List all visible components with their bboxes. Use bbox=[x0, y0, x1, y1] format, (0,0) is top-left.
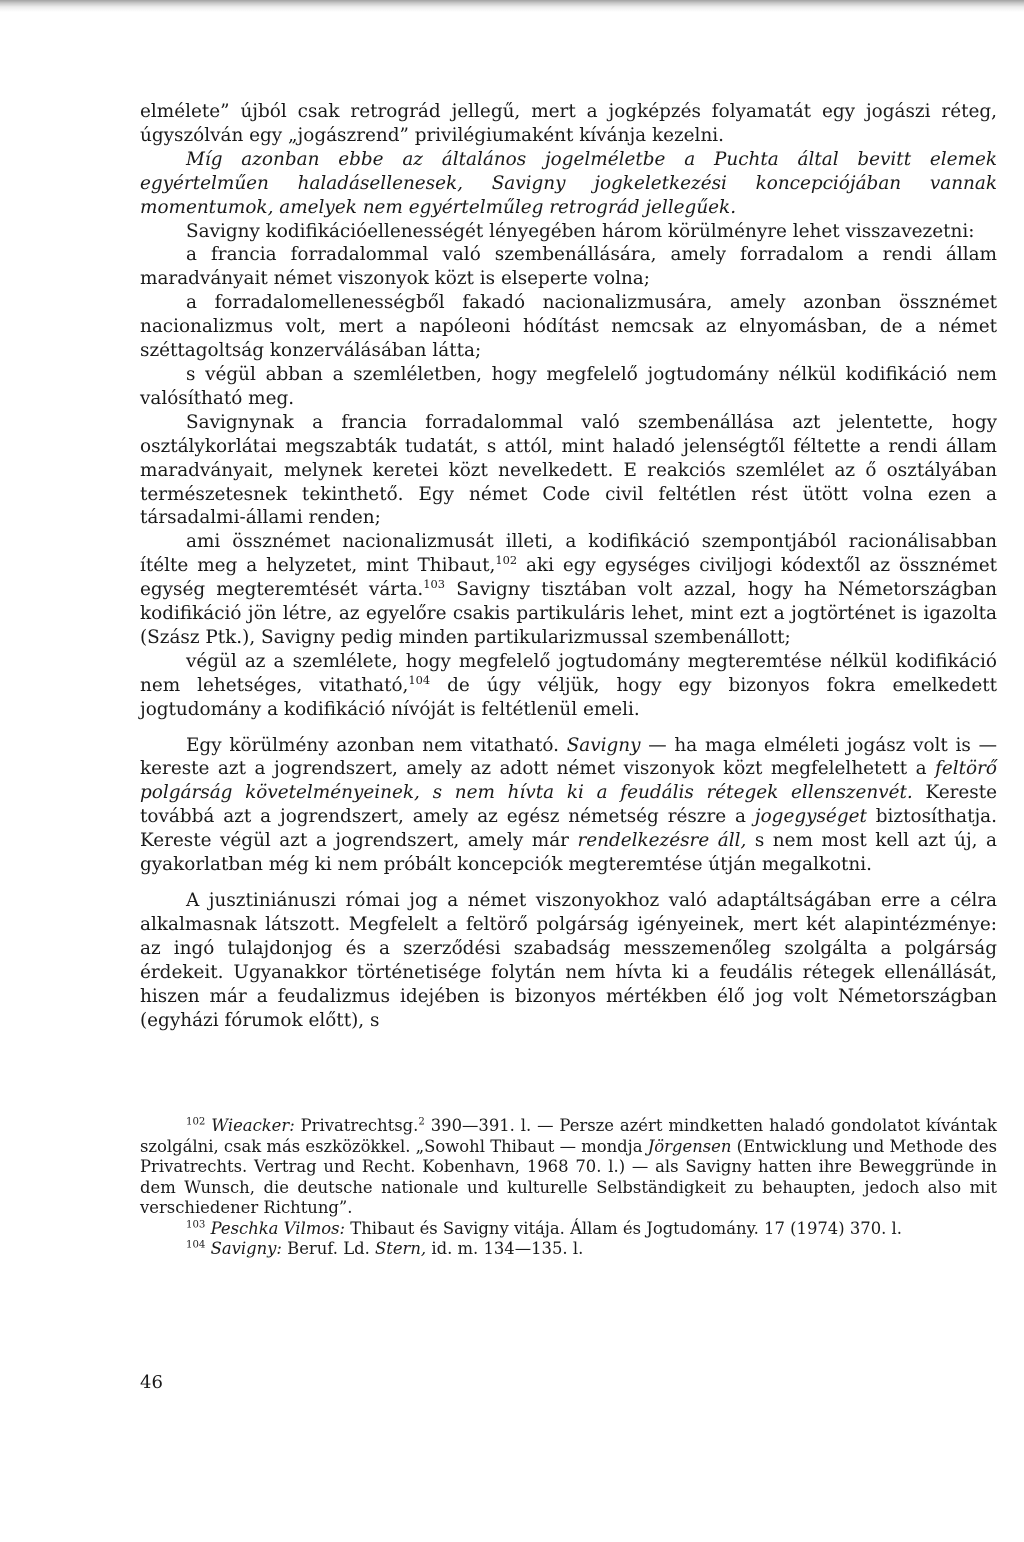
main-text bbox=[140, 100, 997, 1032]
footnote-102-part-b: 390—391. l. — Persze azért mindketten haladó gondolatot kívántak szolgálni, csak más eszközökkel. „Sowohl Thibaut — mondja bbox=[140, 1116, 997, 1156]
footnote-104-number: 104 bbox=[186, 1239, 206, 1251]
footnote-ref-104[interactable]: 104 bbox=[408, 672, 431, 687]
paragraph-9 bbox=[140, 650, 997, 722]
paragraph-10-emphasis-1: feltörő polgárság követelményeinek, s nem hívta ki a feudális rétegek ellenszenvét. bbox=[140, 758, 997, 804]
paragraph-10-part-a: Egy körülmény azonban nem vitatható. bbox=[186, 734, 567, 756]
footnote-102-number: 102 bbox=[186, 1116, 206, 1128]
footnote-102-part-a: Privatrechtsg. bbox=[294, 1116, 419, 1135]
footnote-102-part-c: (Entwicklung und Methode des Privatrechts. Vertrag und Recht. Kobenhavn, 1968 70. l.) — als Savigny hatten ihre Beweggründe in dem Wunsch, die deutsche nationale und kulturelle Selbständigkeit zu behaupten, jedoch also mit verschiedener Richtung”. bbox=[140, 1136, 997, 1217]
scan-edge-shadow bbox=[0, 0, 1024, 12]
footnote-104-part-a: Beruf. Ld. bbox=[281, 1239, 375, 1258]
paragraph-10-part-c: Kereste továbbá azt a jogrendszert, amely az egész németség részre a bbox=[140, 782, 997, 828]
footnote-102 bbox=[140, 1116, 997, 1219]
footnote-ref-103[interactable]: 103 bbox=[423, 577, 446, 591]
paragraph-3: Savigny kodifikációellenességét lényegében három körülményre lehet visszavezetni: bbox=[186, 220, 975, 242]
footnote-102-author-2: Jörgensen bbox=[647, 1136, 732, 1156]
paragraph-11: A jusztiniánuszi római jog a német viszonyokhoz való adaptáltságában erre a célra alkalmasnak látszott. Megfelelt a feltörő polgárság igényeinek, mert két alapintézménye: az ingó tulajdonjog és a szerződési szabadság messzemenőleg szolgálta a polgárság érdekeit. Ugyanakkor történetisége folytán nem hívta ki a feudális rétegek ellenállását, hiszen már a feudalizmus idejében is bizonyos mértékben élő jog volt Németországban (egyházi fórumok előtt), s bbox=[140, 890, 997, 1031]
footnote-102-edition: 2 bbox=[418, 1116, 425, 1128]
paragraph-8-part-b: aki egy egységes civiljogi kódextől az össznémet egység megteremtését várta. bbox=[140, 555, 997, 601]
footnote-104-author: Savigny: bbox=[210, 1239, 282, 1258]
paragraph-8-part-a: ami össznémet nacionalizmusát illeti, a kodifikáció szempontjából racionálisabban ítélte meg a helyzetet, mint Thibaut, bbox=[140, 531, 997, 577]
footnote-103 bbox=[140, 1219, 997, 1240]
document-page bbox=[140, 100, 997, 1520]
footnotes bbox=[140, 1116, 997, 1260]
paragraph-9-part-a: végül az a szemlélete, hogy megfelelő jogtudomány megteremtése nélkül kodifikáció nem lehetséges, vitatható, bbox=[140, 650, 997, 696]
footnote-103-author: Peschka Vilmos: bbox=[210, 1218, 346, 1238]
footnote-103-number: 103 bbox=[186, 1219, 206, 1231]
paragraph-4: a francia forradalommal való szembenállására, amely forradalom a rendi állam maradványait német viszonyok közt is elseperte volna; bbox=[140, 244, 997, 290]
paragraph-10-emphasis-2: jogegységet bbox=[754, 806, 867, 828]
paragraph-10-emphasis-3: rendelkezésre áll, bbox=[577, 830, 747, 852]
paragraph-10-part-e: s nem most kell azt új, a gyakorlatban még ki nem próbált koncepciók megteremtése útján megalkotni. bbox=[140, 830, 997, 876]
footnote-103-text: Thibaut és Savigny vitája. Állam és Jogtudomány. 17 (1974) 370. l. bbox=[345, 1218, 902, 1238]
footnote-104 bbox=[140, 1239, 997, 1260]
paragraph-10 bbox=[140, 734, 997, 877]
footnote-ref-102[interactable]: 102 bbox=[495, 553, 518, 568]
paragraph-10-part-b: — ha maga elméleti jogász volt is — kereste azt a jogrendszert, amely az adott német viszonyok közt megfelelhetett a bbox=[140, 734, 997, 780]
paragraph-8-part-c: Savigny tisztában volt azzal, hogy ha Németországban kodifikáció jön létre, az egyelőre csakis partikuláris lehet, mint ezt a jogtörténet is igazolta (Szász Ptk.), Savigny pedig minden partikularizmussal szembenállott; bbox=[140, 579, 997, 648]
page-number: 46 bbox=[140, 1372, 163, 1393]
footnote-104-part-b: id. m. 134—135. l. bbox=[426, 1239, 584, 1258]
paragraph-9-part-b: de úgy véljük, hogy egy bizonyos fokra emelkedett jogtudomány a kodifikáció nívóját is feltétlenül emeli. bbox=[140, 674, 997, 720]
paragraph-10-savigny: Savigny bbox=[566, 734, 641, 756]
paragraph-6: s végül abban a szemléletben, hogy megfelelő jogtudomány nélkül kodifikáció nem valósítható meg. bbox=[140, 363, 997, 409]
paragraph-5: a forradalomellenességből fakadó nacionalizmusára, amely azonban össznémet nacionalizmus volt, mert a napóleoni hódítást nemcsak az elnyomásban, de a német széttagoltság konzerválásában látta; bbox=[140, 292, 997, 362]
footnote-104-author-2: Stern, bbox=[375, 1239, 427, 1258]
paragraph-8 bbox=[140, 530, 997, 650]
footnote-102-author: Wieacker: bbox=[211, 1116, 295, 1135]
paragraph-7: Savignynak a francia forradalommal való szembenállása azt jelentette, hogy osztálykorlátai megszabták tudatát, s attól, mint haladó jelenségtől féltette a rendi állam maradványait, melynek keretei közt nevelkedett. E reakciós szemlélet az ő osztályában természetesnek tekinthető. Egy német Code civil feltétlen rést ütött volna ezen a társadalmi-állami renden; bbox=[140, 411, 997, 529]
paragraph-1: elmélete” újból csak retrográd jellegű, mert a jogképzés folyamatát egy jogászi réteg, úgyszólván egy „jogászrend” privilégiumaként kívánja kezelni. bbox=[140, 101, 997, 146]
paragraph-10-part-d: biztosíthatja. Kereste végül azt a jogrendszert, amely már bbox=[140, 806, 997, 852]
paragraph-2: Míg azonban ebbe az általános jogelméletbe a Puchta által bevitt elemek egyértelműen haladásellenesek, Savigny jogkeletkezési koncepciójában vannak momentumok, amelyek nem egyértelműleg retrográd jellegűek. bbox=[140, 148, 997, 218]
